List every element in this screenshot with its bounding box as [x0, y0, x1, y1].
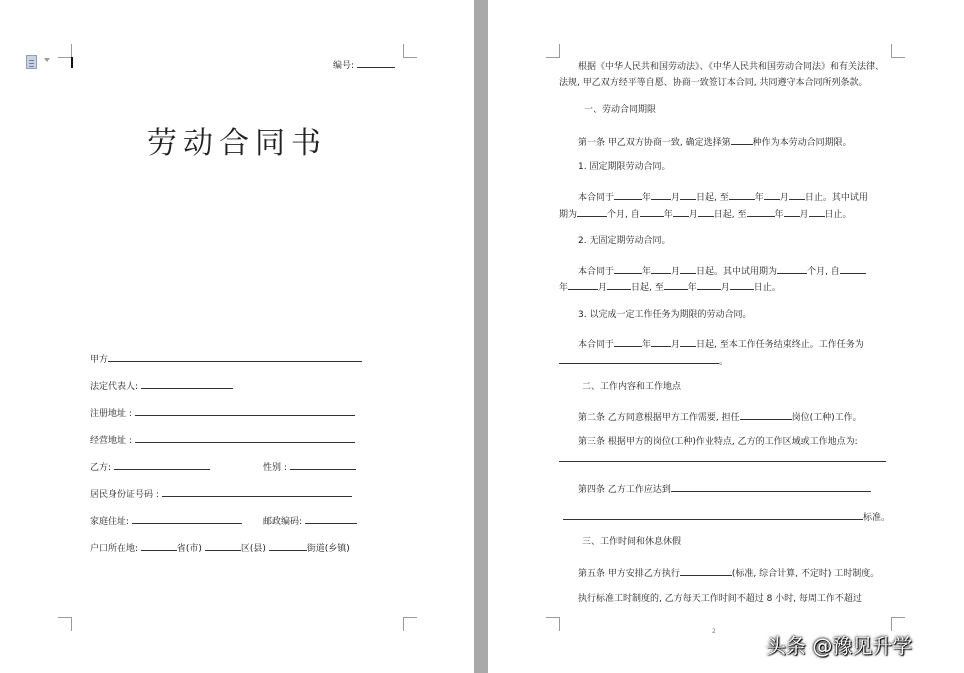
- text: 第二条 乙方同意根据甲方工作需要, 担任: [578, 413, 740, 423]
- text: 月: [598, 283, 608, 293]
- fixed-term-line-2: [559, 207, 852, 221]
- section-3-heading: 三、工作时间和休息休假: [582, 537, 682, 547]
- hukou-row: [90, 541, 350, 555]
- blank[interactable]: [840, 264, 866, 274]
- district-label: 区(县): [240, 544, 266, 554]
- gender-label: 性别 :: [263, 463, 287, 473]
- text: 月: [720, 283, 730, 293]
- text: 日止。: [753, 283, 781, 293]
- blank[interactable]: [747, 207, 775, 217]
- text: 月: [671, 267, 681, 277]
- article-4-row: [578, 482, 871, 496]
- text: 本合同于: [578, 267, 615, 277]
- document-icon[interactable]: [26, 55, 37, 69]
- text: 岗位(工种)工作。: [791, 413, 862, 423]
- text: 月: [779, 193, 789, 203]
- text-cursor: [71, 57, 73, 68]
- street-blank[interactable]: [269, 541, 307, 551]
- postcode-label: 邮政编码:: [263, 517, 303, 527]
- blank[interactable]: [680, 337, 696, 347]
- text: 其中试用: [831, 193, 868, 203]
- street-label: 街道(乡镇): [306, 544, 350, 554]
- text: 月: [671, 340, 681, 350]
- reg-address-row: [90, 406, 355, 420]
- article-2-row: [578, 410, 862, 424]
- article-5-row: [578, 566, 879, 580]
- standard-blank-2[interactable]: [563, 510, 863, 520]
- item-3: 3. 以完成一定工作任务为期限的劳动合同。: [578, 310, 752, 320]
- text: 日止。: [804, 193, 832, 203]
- party-b-row: [90, 460, 210, 474]
- document-page-1: [0, 0, 474, 673]
- blank[interactable]: [729, 190, 755, 200]
- contract-number-blank[interactable]: [357, 58, 395, 68]
- blank[interactable]: [680, 264, 696, 274]
- margin-corner-mark: [58, 44, 72, 58]
- watermark: 头条 @豫见升学: [766, 634, 913, 658]
- blank[interactable]: [577, 207, 607, 217]
- blank[interactable]: [568, 280, 598, 290]
- work-hours-blank[interactable]: [680, 566, 732, 576]
- blank[interactable]: [651, 337, 671, 347]
- text: 个月, 自: [807, 267, 840, 277]
- text: 月: [671, 193, 681, 203]
- text: 日起。其中试用期为: [696, 267, 778, 277]
- hukou-label: 户口所在地:: [90, 544, 139, 554]
- text: 日起, 至本工作任务结束终止。工作任务为: [696, 340, 864, 350]
- open-term-line-2: [559, 280, 781, 294]
- page-title: 劳动合同书: [147, 126, 327, 161]
- margin-corner-mark: [891, 617, 905, 631]
- blank[interactable]: [784, 207, 800, 217]
- article-1-blank[interactable]: [731, 135, 753, 145]
- party-a-label: 甲方: [90, 355, 109, 365]
- work-location-blank[interactable]: [559, 461, 886, 462]
- party-b-blank[interactable]: [114, 460, 210, 470]
- text: 本合同于: [578, 193, 615, 203]
- postcode-row: [263, 514, 357, 528]
- blank[interactable]: [777, 264, 807, 274]
- text: 年: [687, 283, 697, 293]
- text: 年: [774, 210, 784, 220]
- blank[interactable]: [614, 190, 642, 200]
- margin-corner-mark: [891, 44, 905, 58]
- text: 日起, 至: [713, 210, 747, 220]
- blank[interactable]: [730, 280, 754, 290]
- blank[interactable]: [809, 207, 825, 217]
- blank[interactable]: [764, 190, 780, 200]
- margin-corner-mark: [58, 617, 72, 631]
- text: 年: [663, 210, 673, 220]
- id-number-blank[interactable]: [162, 487, 352, 497]
- text: (标准, 综合计算, 不定时) 工时制度。: [731, 569, 880, 579]
- article-4-line-2: [563, 510, 890, 524]
- article-1-row: [578, 135, 852, 149]
- margin-corner-mark: [403, 617, 417, 631]
- text: 期为: [559, 210, 578, 220]
- text: 年: [559, 283, 569, 293]
- margin-corner-mark: [546, 44, 560, 58]
- home-address-blank[interactable]: [132, 514, 242, 524]
- blank[interactable]: [698, 207, 714, 217]
- party-b-label: 乙方:: [90, 463, 112, 473]
- article-1-text-end: 种作为本劳动合同期限。: [752, 138, 852, 148]
- section-1-heading: 一、劳动合同期限: [584, 105, 657, 115]
- biz-address-row: [90, 433, 355, 447]
- blank[interactable]: [680, 190, 696, 200]
- text: 。: [719, 357, 729, 367]
- blank[interactable]: [607, 280, 631, 290]
- home-address-label: 家庭住址:: [90, 517, 130, 527]
- section-2-heading: 二、工作内容和工作地点: [582, 382, 682, 392]
- intro-line-2: 法规, 甲乙双方经平等自愿、协商一致签订本合同, 共同遵守本合同所列条款。: [559, 78, 868, 88]
- standard-blank-1[interactable]: [671, 482, 871, 492]
- text: 年: [642, 193, 652, 203]
- legal-rep-blank[interactable]: [141, 379, 233, 389]
- article-1-text: 第一条 甲乙双方协商一致, 确定选择第: [578, 138, 731, 148]
- item-2: 2. 无固定期劳动合同。: [578, 236, 671, 246]
- province-label: 省(市): [176, 544, 202, 554]
- task-term-line-2: [559, 354, 728, 368]
- text: 日止。: [824, 210, 852, 220]
- text: 月: [688, 210, 698, 220]
- id-number-label: 居民身份证号码 :: [90, 490, 159, 500]
- province-blank[interactable]: [141, 541, 177, 551]
- page-gutter: [474, 0, 488, 673]
- fixed-term-line-1: [578, 190, 868, 204]
- text: 年: [642, 267, 652, 277]
- contract-number-label: 编号:: [333, 61, 355, 71]
- reg-address-label: 注册地址 :: [90, 409, 132, 419]
- gender-row: [263, 460, 356, 474]
- blank[interactable]: [640, 207, 664, 217]
- position-blank[interactable]: [740, 410, 792, 420]
- biz-address-blank[interactable]: [135, 433, 355, 443]
- blank[interactable]: [651, 190, 671, 200]
- page-number: 2: [712, 628, 716, 635]
- blank[interactable]: [614, 264, 642, 274]
- text: 年: [754, 193, 764, 203]
- blank[interactable]: [651, 264, 671, 274]
- text: 月: [799, 210, 809, 220]
- legal-rep-label: 法定代表人:: [90, 382, 139, 392]
- task-blank[interactable]: [559, 354, 719, 364]
- party-a-row: [90, 352, 362, 366]
- task-term-line-1: [578, 337, 864, 351]
- blank[interactable]: [664, 280, 688, 290]
- open-term-line-1: [578, 264, 866, 278]
- blank[interactable]: [789, 190, 805, 200]
- text: 标准。: [863, 513, 891, 523]
- reg-address-blank[interactable]: [135, 406, 355, 416]
- margin-corner-mark: [546, 617, 560, 631]
- blank[interactable]: [697, 280, 721, 290]
- text: 年: [642, 340, 652, 350]
- blank[interactable]: [673, 207, 689, 217]
- text: 个月, 自: [607, 210, 640, 220]
- text: 本合同于: [578, 340, 615, 350]
- contract-number-row: [333, 58, 395, 72]
- district-blank[interactable]: [205, 541, 241, 551]
- article-5-line-2: 执行标准工时制度的, 乙方每天工作时间不超过 8 小时, 每周工作不超过: [578, 594, 862, 604]
- id-number-row: [90, 487, 352, 501]
- blank[interactable]: [614, 337, 642, 347]
- margin-corner-mark: [403, 44, 417, 58]
- article-3-row: 第三条 根据甲方的岗位(工种)作业特点, 乙方的工作区域或工作地点为:: [578, 437, 858, 447]
- biz-address-label: 经营地址 :: [90, 436, 132, 446]
- home-address-row: [90, 514, 242, 528]
- gender-blank[interactable]: [290, 460, 356, 470]
- intro-line-1: 根据《中华人民共和国劳动法》、《中华人民共和国劳动合同法》和有关法律、: [578, 62, 885, 72]
- text: 第五条 甲方安排乙方执行: [578, 569, 680, 579]
- party-a-blank[interactable]: [108, 352, 362, 362]
- legal-rep-row: [90, 379, 233, 393]
- text: 日起, 至: [696, 193, 729, 203]
- postcode-blank[interactable]: [305, 514, 357, 524]
- text: 日起, 至: [631, 283, 664, 293]
- text: 第四条 乙方工作应达到: [578, 485, 671, 495]
- item-1: 1. 固定期限劳动合同。: [578, 162, 671, 172]
- chevron-down-icon[interactable]: [44, 58, 50, 62]
